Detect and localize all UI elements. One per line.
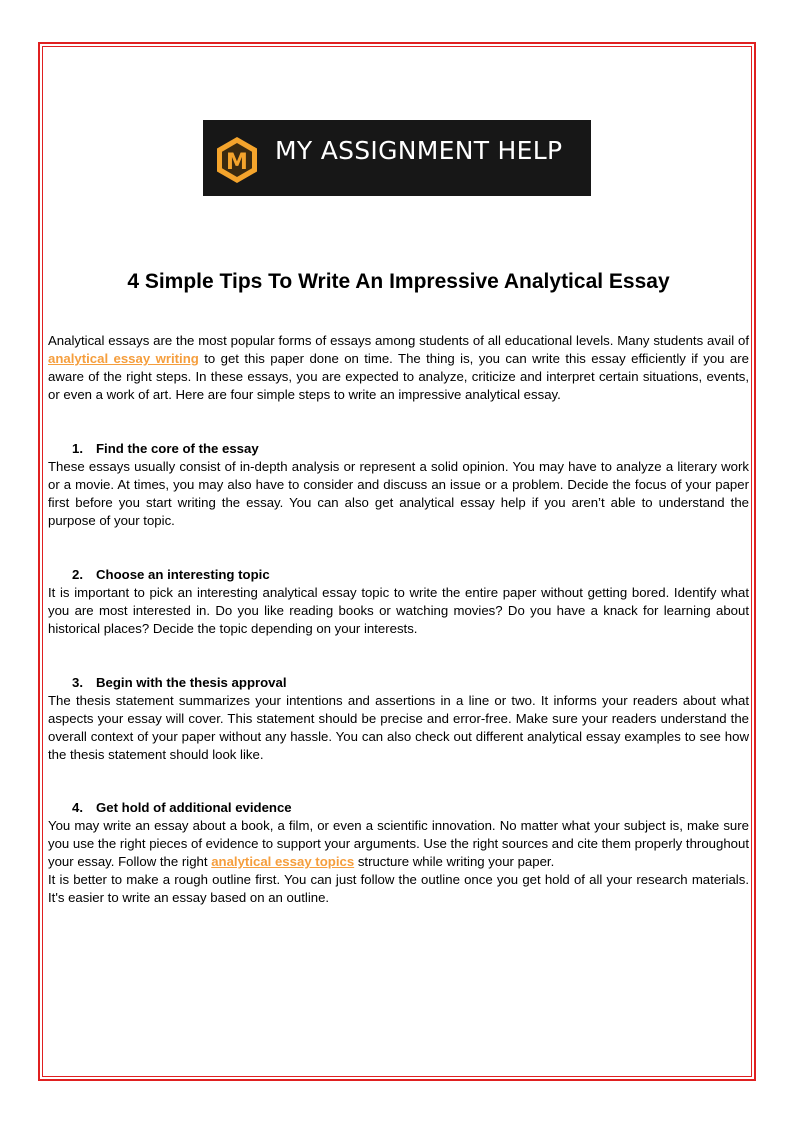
section-1-body: These essays usually consist of in-depth analysis or represent a solid opinion. You may have to analyze a literary work or a movie. At times, you may also have to consider and discuss an issue or a problem. Decide the focus of your paper first before you start writing the essay. You can also get analytical essay help if you aren’t able to understand the purpose of your topic. [48,458,749,528]
intro-text-before: Analytical essays are the most popular forms of essays among students of all educational levels. Many students avail of [48,333,749,348]
intro-paragraph [48,332,749,404]
page-border-inner [42,46,752,1077]
section-4-body-before: You may write an essay about a book, a film, or even a scientific innovation. No matter what your subject is, make sure you use the right pieces of evidence to support your arguments. Use the right sources and cite them properly throughout your essay. Follow the right [48,817,749,869]
section-4-body-2: It is better to make a rough outline first. You can just follow the outline once you get hold of all your research materials. It's easier to write an essay based on an outline. [48,871,749,905]
section-4 [48,799,749,906]
section-1-title: Find the core of the essay [96,441,259,456]
section-4-title: Get hold of additional evidence [96,800,292,815]
section-1-number: 1. [72,441,83,456]
section-2 [48,566,749,638]
section-3-body: The thesis statement summarizes your intentions and assertions in a line or two. It informs your readers about what aspects your essay will cover. This statement should be precise and error-free. Make sure your readers understand the overall context of your paper without any hassle. You can also check out different analytical essay examples to see how the thesis statement should look like. [48,692,749,762]
section-2-body: It is important to pick an interesting analytical essay topic to write the entire paper without getting bored. Identify what you are most interested in. Do you like reading books or watching movies? Do you have a knack for learning about historical places? Decide the topic depending on your interests. [48,584,749,636]
section-3-title: Begin with the thesis approval [96,675,287,690]
section-2-number: 2. [72,567,83,582]
section-3-heading [48,674,749,692]
section-4-body-after: structure while writing your paper. [354,853,555,869]
document-title: 4 Simple Tips To Write An Impressive Analytical Essay [127,270,670,293]
section-4-heading [48,799,749,817]
section-2-title: Choose an interesting topic [96,567,270,582]
analytical-essay-writing-link[interactable]: analytical essay writing [48,350,199,366]
section-2-heading [48,566,749,584]
brand-name: MY ASSIGNMENT HELP [275,136,563,165]
intro-text-after: to get this paper done on time. The thing is, you can write this essay efficiently if you are aware of the right steps. In these essays, you are expected to analyze, criticize and interpret certain situations, events, or even a work of art. Here are four simple steps to write an impressive analytical essay. [48,350,749,402]
section-4-number: 4. [72,800,83,815]
logo-mark-letter: M [226,150,248,175]
section-3 [48,674,749,764]
section-1 [48,440,749,530]
section-4-body [48,817,749,871]
hexagon-logo-icon [213,136,261,184]
analytical-essay-topics-link[interactable]: analytical essay topics [211,853,355,869]
brand-logo [203,120,591,196]
section-1-heading [48,440,749,458]
section-3-number: 3. [72,675,83,690]
document-body [48,332,749,905]
